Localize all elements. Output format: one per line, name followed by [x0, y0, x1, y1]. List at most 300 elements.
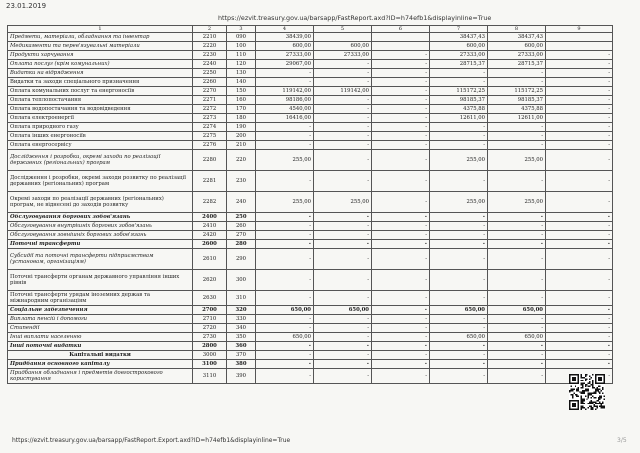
cell-col-4: 119142,00 — [256, 87, 314, 96]
row-kekv-code: 2240 — [193, 60, 227, 69]
table-row — [8, 123, 613, 132]
row-kekv-code: 2700 — [193, 306, 227, 315]
cell-col-7: - — [430, 342, 488, 351]
table-row — [8, 213, 613, 222]
row-kekv-code: 3000 — [193, 351, 227, 360]
cell-col-8: - — [488, 315, 546, 324]
cell-col-8: 4375,88 — [488, 105, 546, 114]
cell-col-9: - — [546, 123, 613, 132]
cell-col-8: 255,00 — [488, 150, 546, 171]
row-kekv-code: 2276 — [193, 141, 227, 150]
row-kekv-code: 2720 — [193, 324, 227, 333]
cell-col-7: - — [430, 324, 488, 333]
row-name: Обслуговування зовнішніх боргових зобов'язань — [8, 231, 193, 240]
table-row — [8, 96, 613, 105]
table-row — [8, 132, 613, 141]
cell-col-5: - — [314, 360, 372, 369]
qr-code — [569, 374, 605, 410]
table-row — [8, 87, 613, 96]
cell-col-9: - — [546, 369, 613, 384]
row-name: Обслуговування боргових зобов'язань — [8, 213, 193, 222]
table-row — [8, 351, 613, 360]
cell-col-7: - — [430, 351, 488, 360]
row-kekv-code: 2260 — [193, 78, 227, 87]
row-line-code: 370 — [227, 351, 256, 360]
cell-col-6: - — [372, 105, 430, 114]
cell-col-5: 650,00 — [314, 306, 372, 315]
cell-col-8: - — [488, 69, 546, 78]
cell-col-7: 255,00 — [430, 150, 488, 171]
column-number: 3 — [227, 26, 256, 33]
cell-col-8: - — [488, 213, 546, 222]
cell-col-8: 115172,25 — [488, 87, 546, 96]
cell-col-5: - — [314, 105, 372, 114]
row-line-code: 120 — [227, 60, 256, 69]
cell-col-7: - — [430, 231, 488, 240]
cell-col-5: - — [314, 132, 372, 141]
cell-col-4: 255,00 — [256, 192, 314, 213]
row-kekv-code: 2273 — [193, 114, 227, 123]
table-row — [8, 360, 613, 369]
cell-col-4: 98186,00 — [256, 96, 314, 105]
cell-col-8: - — [488, 270, 546, 291]
row-kekv-code: 2272 — [193, 105, 227, 114]
row-name: Поточні трансферти урядам іноземних держав та міжнародним організаціям — [8, 291, 193, 306]
column-number: 9 — [546, 26, 613, 33]
row-name: Поточні трансферти — [8, 240, 193, 249]
cell-col-6: - — [372, 171, 430, 192]
row-line-code: 270 — [227, 231, 256, 240]
row-name: Оплата водопостачання та водовідведення — [8, 105, 193, 114]
cell-col-6: - — [372, 150, 430, 171]
cell-col-9: - — [546, 105, 613, 114]
cell-col-9: - — [546, 132, 613, 141]
cell-col-4: 16416,00 — [256, 114, 314, 123]
cell-col-7: 27333,00 — [430, 51, 488, 60]
cell-col-9: - — [546, 150, 613, 171]
cell-col-6: - — [372, 270, 430, 291]
cell-col-6: - — [372, 69, 430, 78]
row-line-code: 360 — [227, 342, 256, 351]
row-kekv-code: 2250 — [193, 69, 227, 78]
row-kekv-code: 2420 — [193, 231, 227, 240]
row-line-code: 220 — [227, 150, 256, 171]
cell-col-6: - — [372, 231, 430, 240]
cell-col-8: - — [488, 132, 546, 141]
row-line-code: 280 — [227, 240, 256, 249]
cell-col-9: - — [546, 291, 613, 306]
cell-col-9: - — [546, 60, 613, 69]
row-kekv-code: 2282 — [193, 192, 227, 213]
column-number: 2 — [193, 26, 227, 33]
row-kekv-code: 2630 — [193, 291, 227, 306]
row-name: Інші виплати населенню — [8, 333, 193, 342]
cell-col-8: 12611,00 — [488, 114, 546, 123]
cell-col-8: - — [488, 171, 546, 192]
table-row — [8, 51, 613, 60]
cell-col-5: 255,00 — [314, 192, 372, 213]
cell-col-6 — [372, 33, 430, 42]
table-row — [8, 369, 613, 384]
footer-url: https://ezvit.treasury.gov.ua/barsapp/FastReport.Export.axd?ID=h74efb1&displayinline=True — [12, 437, 291, 444]
cell-col-4: 650,00 — [256, 306, 314, 315]
table-row — [8, 291, 613, 306]
cell-col-4: 4540,00 — [256, 105, 314, 114]
cell-col-7: - — [430, 249, 488, 270]
row-name: Інші поточні видатки — [8, 342, 193, 351]
cell-col-7: - — [430, 171, 488, 192]
cell-col-6: - — [372, 96, 430, 105]
cell-col-4: - — [256, 69, 314, 78]
row-line-code: 250 — [227, 213, 256, 222]
cell-col-8: - — [488, 222, 546, 231]
row-kekv-code: 2270 — [193, 87, 227, 96]
row-kekv-code: 2730 — [193, 333, 227, 342]
cell-col-4: - — [256, 78, 314, 87]
cell-col-9: - — [546, 51, 613, 60]
cell-col-7: 12611,00 — [430, 114, 488, 123]
row-kekv-code: 2271 — [193, 96, 227, 105]
cell-col-9: - — [546, 315, 613, 324]
cell-col-5: - — [314, 150, 372, 171]
row-name: Капітальні видатки — [8, 351, 193, 360]
row-name: Окремі заходи по реалізації державних (регіональних) програм, не віднесені до заходів розвитку — [8, 192, 193, 213]
cell-col-5: - — [314, 270, 372, 291]
cell-col-4: - — [256, 123, 314, 132]
cell-col-7: - — [430, 315, 488, 324]
cell-col-6: - — [372, 192, 430, 213]
cell-col-5: - — [314, 333, 372, 342]
cell-col-8: 38437,43 — [488, 33, 546, 42]
row-line-code: 110 — [227, 51, 256, 60]
cell-col-4: 600,00 — [256, 42, 314, 51]
cell-col-9: - — [546, 231, 613, 240]
cell-col-5: - — [314, 324, 372, 333]
page-number: 3/5 — [617, 437, 627, 444]
row-name: Видатки та заходи спеціального призначення — [8, 78, 193, 87]
cell-col-9: - — [546, 192, 613, 213]
cell-col-8: 27333,00 — [488, 51, 546, 60]
cell-col-5: - — [314, 60, 372, 69]
cell-col-8: - — [488, 78, 546, 87]
row-name: Оплата енергосервісу — [8, 141, 193, 150]
expenditure-report-table — [7, 25, 613, 384]
cell-col-6: - — [372, 87, 430, 96]
cell-col-4: - — [256, 342, 314, 351]
cell-col-9: - — [546, 240, 613, 249]
row-kekv-code: 2230 — [193, 51, 227, 60]
cell-col-9: - — [546, 87, 613, 96]
cell-col-9: - — [546, 114, 613, 123]
cell-col-5: - — [314, 171, 372, 192]
row-kekv-code: 2620 — [193, 270, 227, 291]
row-name: Соціальне забезпечення — [8, 306, 193, 315]
cell-col-9: - — [546, 249, 613, 270]
row-line-code: 260 — [227, 222, 256, 231]
table-row — [8, 114, 613, 123]
column-number: 4 — [256, 26, 314, 33]
row-name: Оплата теплопостачання — [8, 96, 193, 105]
cell-col-5: - — [314, 291, 372, 306]
cell-col-7: - — [430, 240, 488, 249]
cell-col-8: - — [488, 360, 546, 369]
table-row — [8, 192, 613, 213]
cell-col-8: - — [488, 342, 546, 351]
cell-col-4: - — [256, 249, 314, 270]
row-line-code: 330 — [227, 315, 256, 324]
row-kekv-code: 2610 — [193, 249, 227, 270]
row-kekv-code: 2710 — [193, 315, 227, 324]
table-row — [8, 240, 613, 249]
row-name: Дослідження і розробки, окремі заходи розвитку по реалізації державних (регіональних) програм — [8, 171, 193, 192]
table-row — [8, 342, 613, 351]
row-line-code: 090 — [227, 33, 256, 42]
cell-col-9: - — [546, 306, 613, 315]
row-kekv-code: 2800 — [193, 342, 227, 351]
cell-col-5: - — [314, 231, 372, 240]
row-line-code: 350 — [227, 333, 256, 342]
table-row — [8, 315, 613, 324]
table-row — [8, 306, 613, 315]
row-kekv-code: 2410 — [193, 222, 227, 231]
cell-col-5: - — [314, 222, 372, 231]
cell-col-6: - — [372, 333, 430, 342]
cell-col-7: 98185,37 — [430, 96, 488, 105]
row-line-code: 190 — [227, 123, 256, 132]
row-line-code: 390 — [227, 369, 256, 384]
cell-col-4: - — [256, 324, 314, 333]
cell-col-8: - — [488, 123, 546, 132]
cell-col-7: - — [430, 270, 488, 291]
cell-col-5: - — [314, 369, 372, 384]
row-name: Предмети, матеріали, обладнання та інвентар — [8, 33, 193, 42]
cell-col-9: - — [546, 270, 613, 291]
cell-col-7: - — [430, 360, 488, 369]
row-line-code: 170 — [227, 105, 256, 114]
cell-col-4: - — [256, 132, 314, 141]
cell-col-7: 28715,37 — [430, 60, 488, 69]
row-line-code: 310 — [227, 291, 256, 306]
cell-col-4: 27333,00 — [256, 51, 314, 60]
row-kekv-code: 2400 — [193, 213, 227, 222]
row-line-code: 290 — [227, 249, 256, 270]
row-name: Оплата послуг (крім комунальних) — [8, 60, 193, 69]
cell-col-6: - — [372, 78, 430, 87]
cell-col-9: - — [546, 78, 613, 87]
row-name: Дослідження і розробки, окремі заходи по реалізації державних (регіональних) програм — [8, 150, 193, 171]
cell-col-9: - — [546, 333, 613, 342]
cell-col-4: 255,00 — [256, 150, 314, 171]
cell-col-5: - — [314, 123, 372, 132]
row-line-code: 240 — [227, 192, 256, 213]
table-row — [8, 171, 613, 192]
table-row — [8, 150, 613, 171]
row-name: Обслуговування внутрішніх боргових зобов'язань — [8, 222, 193, 231]
row-name: Поточні трансферти органам державного управління інших рівнів — [8, 270, 193, 291]
header-url: https://ezvit.treasury.gov.ua/barsapp/FastReport.axd?ID=h74efb1&displayinline=True — [218, 14, 492, 22]
row-name: Оплата інших енергоносіїв — [8, 132, 193, 141]
cell-col-8: - — [488, 249, 546, 270]
cell-col-6: - — [372, 222, 430, 231]
row-line-code: 210 — [227, 141, 256, 150]
cell-col-9: - — [546, 324, 613, 333]
cell-col-9: - — [546, 351, 613, 360]
cell-col-6: - — [372, 213, 430, 222]
row-line-code: 180 — [227, 114, 256, 123]
cell-col-4: - — [256, 360, 314, 369]
row-name: Субсидії та поточні трансферти підприємствам (установам, організаціям) — [8, 249, 193, 270]
cell-col-5: - — [314, 114, 372, 123]
cell-col-5: - — [314, 78, 372, 87]
cell-col-5: - — [314, 315, 372, 324]
cell-col-6: - — [372, 315, 430, 324]
cell-col-6: - — [372, 306, 430, 315]
cell-col-6: - — [372, 249, 430, 270]
cell-col-7: 600,00 — [430, 42, 488, 51]
cell-col-6: - — [372, 360, 430, 369]
report-body — [8, 33, 613, 384]
cell-col-8: 650,00 — [488, 333, 546, 342]
table-row — [8, 60, 613, 69]
row-name: Оплата електроенергії — [8, 114, 193, 123]
cell-col-4: - — [256, 213, 314, 222]
row-line-code: 320 — [227, 306, 256, 315]
table-row — [8, 69, 613, 78]
cell-col-6: - — [372, 132, 430, 141]
row-line-code: 160 — [227, 96, 256, 105]
row-kekv-code: 2600 — [193, 240, 227, 249]
cell-col-9 — [546, 33, 613, 42]
row-kekv-code: 2281 — [193, 171, 227, 192]
cell-col-7: - — [430, 213, 488, 222]
cell-col-5: 119142,00 — [314, 87, 372, 96]
cell-col-8: 28715,37 — [488, 60, 546, 69]
cell-col-9: - — [546, 342, 613, 351]
cell-col-7: - — [430, 369, 488, 384]
row-name: Видатки на відрядження — [8, 69, 193, 78]
cell-col-6: - — [372, 141, 430, 150]
table-row — [8, 105, 613, 114]
row-name: Придбання обладнання і предметів довгострокового користування — [8, 369, 193, 384]
cell-col-7: 115172,25 — [430, 87, 488, 96]
table-row — [8, 222, 613, 231]
cell-col-4: - — [256, 369, 314, 384]
cell-col-5: - — [314, 213, 372, 222]
cell-col-6: - — [372, 51, 430, 60]
column-number: 5 — [314, 26, 372, 33]
table-row — [8, 270, 613, 291]
row-kekv-code: 2274 — [193, 123, 227, 132]
row-name: Придбання основного капіталу — [8, 360, 193, 369]
table-row — [8, 249, 613, 270]
column-number: 8 — [488, 26, 546, 33]
cell-col-4: 650,00 — [256, 333, 314, 342]
cell-col-6: - — [372, 240, 430, 249]
row-line-code: 200 — [227, 132, 256, 141]
column-number: 1 — [8, 26, 193, 33]
row-line-code: 300 — [227, 270, 256, 291]
cell-col-6: - — [372, 291, 430, 306]
cell-col-7: - — [430, 69, 488, 78]
cell-col-7: 255,00 — [430, 192, 488, 213]
cell-col-7: 38437,43 — [430, 33, 488, 42]
row-line-code: 130 — [227, 69, 256, 78]
row-kekv-code: 2220 — [193, 42, 227, 51]
cell-col-5: - — [314, 240, 372, 249]
cell-col-8: 650,00 — [488, 306, 546, 315]
row-kekv-code: 3110 — [193, 369, 227, 384]
cell-col-7: - — [430, 291, 488, 306]
row-line-code: 340 — [227, 324, 256, 333]
cell-col-5: 27333,00 — [314, 51, 372, 60]
cell-col-6: - — [372, 351, 430, 360]
cell-col-7: - — [430, 222, 488, 231]
cell-col-8: 255,00 — [488, 192, 546, 213]
row-line-code: 230 — [227, 171, 256, 192]
cell-col-9: - — [546, 171, 613, 192]
row-line-code: 150 — [227, 87, 256, 96]
cell-col-4: - — [256, 231, 314, 240]
cell-col-9: - — [546, 69, 613, 78]
cell-col-6: - — [372, 60, 430, 69]
cell-col-7: - — [430, 132, 488, 141]
cell-col-7: 650,00 — [430, 306, 488, 315]
row-line-code: 380 — [227, 360, 256, 369]
row-name: Стипендії — [8, 324, 193, 333]
cell-col-5: - — [314, 351, 372, 360]
row-kekv-code: 2210 — [193, 33, 227, 42]
cell-col-9: - — [546, 141, 613, 150]
row-name: Продукти харчування — [8, 51, 193, 60]
cell-col-9 — [546, 42, 613, 51]
cell-col-9: - — [546, 96, 613, 105]
cell-col-8: - — [488, 351, 546, 360]
column-number: 6 — [372, 26, 430, 33]
cell-col-7: - — [430, 78, 488, 87]
cell-col-4: - — [256, 315, 314, 324]
table-row — [8, 33, 613, 42]
cell-col-5: - — [314, 249, 372, 270]
row-name: Медикаменти та перев'язувальні матеріали — [8, 42, 193, 51]
table-row — [8, 324, 613, 333]
cell-col-7: 4375,88 — [430, 105, 488, 114]
cell-col-4: - — [256, 171, 314, 192]
table-row — [8, 141, 613, 150]
cell-col-7: - — [430, 141, 488, 150]
print-date: 23.01.2019 — [6, 2, 47, 10]
cell-col-4: - — [256, 240, 314, 249]
row-kekv-code: 3100 — [193, 360, 227, 369]
cell-col-4: - — [256, 291, 314, 306]
cell-col-5: - — [314, 96, 372, 105]
column-number: 7 — [430, 26, 488, 33]
cell-col-4: 29067,00 — [256, 60, 314, 69]
cell-col-8: - — [488, 141, 546, 150]
cell-col-7: 650,00 — [430, 333, 488, 342]
cell-col-5: - — [314, 141, 372, 150]
cell-col-5 — [314, 33, 372, 42]
row-name: Оплата природного газу — [8, 123, 193, 132]
cell-col-8: 600,00 — [488, 42, 546, 51]
cell-col-4: - — [256, 270, 314, 291]
cell-col-5: - — [314, 342, 372, 351]
row-kekv-code: 2275 — [193, 132, 227, 141]
table-row — [8, 333, 613, 342]
cell-col-6 — [372, 42, 430, 51]
cell-col-8: - — [488, 324, 546, 333]
cell-col-4: - — [256, 141, 314, 150]
table-row — [8, 231, 613, 240]
